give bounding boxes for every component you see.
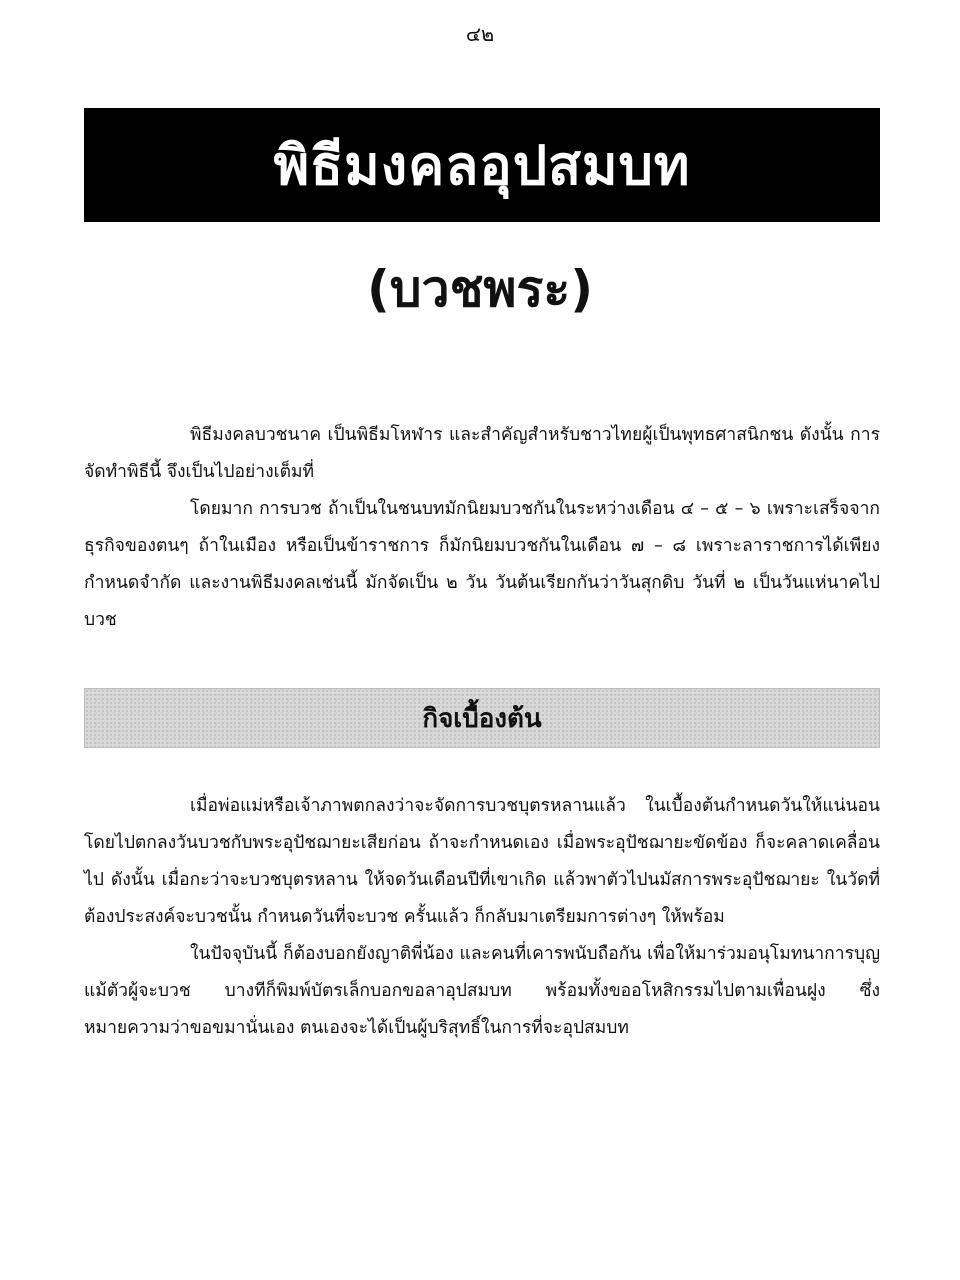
section-paragraph: ในปัจจุบันนี้ ก็ต้องบอกยังญาติพี่น้อง และคนที่เคารพนับถือกัน เพื่อให้มาร่วมอนุโมทนาการบุญ แม้ตัวผู้จะบวช บางทีก็พิมพ์บัตรเล็กบอกขอลาอุปสมบท พร้อมทั้งขออโหสิกรรมไปตามเพื่อนฝูง ซึ่งหมายความว่าขอขมานั่นเอง ตนเองจะได้เป็นผู้บริสุทธิ์ในการที่จะอุปสมบท xyxy=(84,944,880,1038)
section-heading: กิจเบื้องต้น xyxy=(422,703,542,734)
section-banner xyxy=(84,688,880,748)
page-subtitle: (บวชพระ) xyxy=(366,260,594,318)
intro-paragraph: โดยมาก การบวช ถ้าเป็นในชนบทมักนิยมบวชกันในระหว่างเดือน ๔ – ๕ – ๖ เพราะเสร็จจากธุรกิจของตนๆ ถ้าในเมือง หรือเป็นข้าราชการ ก็มักนิยมบวชกันในเดือน ๗ – ๘ เพราะลาราชการได้เพียงกำหนดจำกัด และงานพิธีมงคลเช่นนี้ มักจัดเป็น ๒ วัน วันต้นเรียกกันว่าวันสุกดิบ วันที่ ๒ เป็นวันแห่นาคไปบวช xyxy=(84,499,880,630)
section-paragraph: เมื่อพ่อแม่หรือเจ้าภาพตกลงว่าจะจัดการบวชบุตรหลานแล้ว ในเบื้องต้นกำหนดวันให้แน่นอน โดยไปตกลงวันบวชกับพระอุปัชฌายะเสียก่อน ถ้าจะกำหนดเอง เมื่อพระอุปัชฌายะขัดข้อง ก็จะคลาดเคลื่อนไป ดังนั้น เมื่อกะว่าจะบวชบุตรหลาน ให้จดวันเดือนปีที่เขาเกิด แล้วพาตัวไปนมัสการพระอุปัชฌายะ ในวัดที่ต้องประสงค์จะบวชนั้น กำหนดวันที่จะบวช ครั้นแล้ว ก็กลับมาเตรียมการต่างๆ ให้พร้อม xyxy=(84,796,880,927)
page-number: ๔๒ xyxy=(465,22,495,46)
section-text xyxy=(84,788,880,1047)
title-banner xyxy=(84,108,880,222)
intro-text xyxy=(84,417,880,639)
intro-paragraph: พิธีมงคลบวชนาค เป็นพิธีมโหฬาร และสำคัญสำหรับชาวไทยผู้เป็นพุทธศาสนิกชน ดังนั้น การจัดทำพิธีนี้ จึงเป็นไปอย่างเต็มที่ xyxy=(84,425,880,482)
page-title: พิธีมงคลอุปสมบท xyxy=(273,134,691,197)
